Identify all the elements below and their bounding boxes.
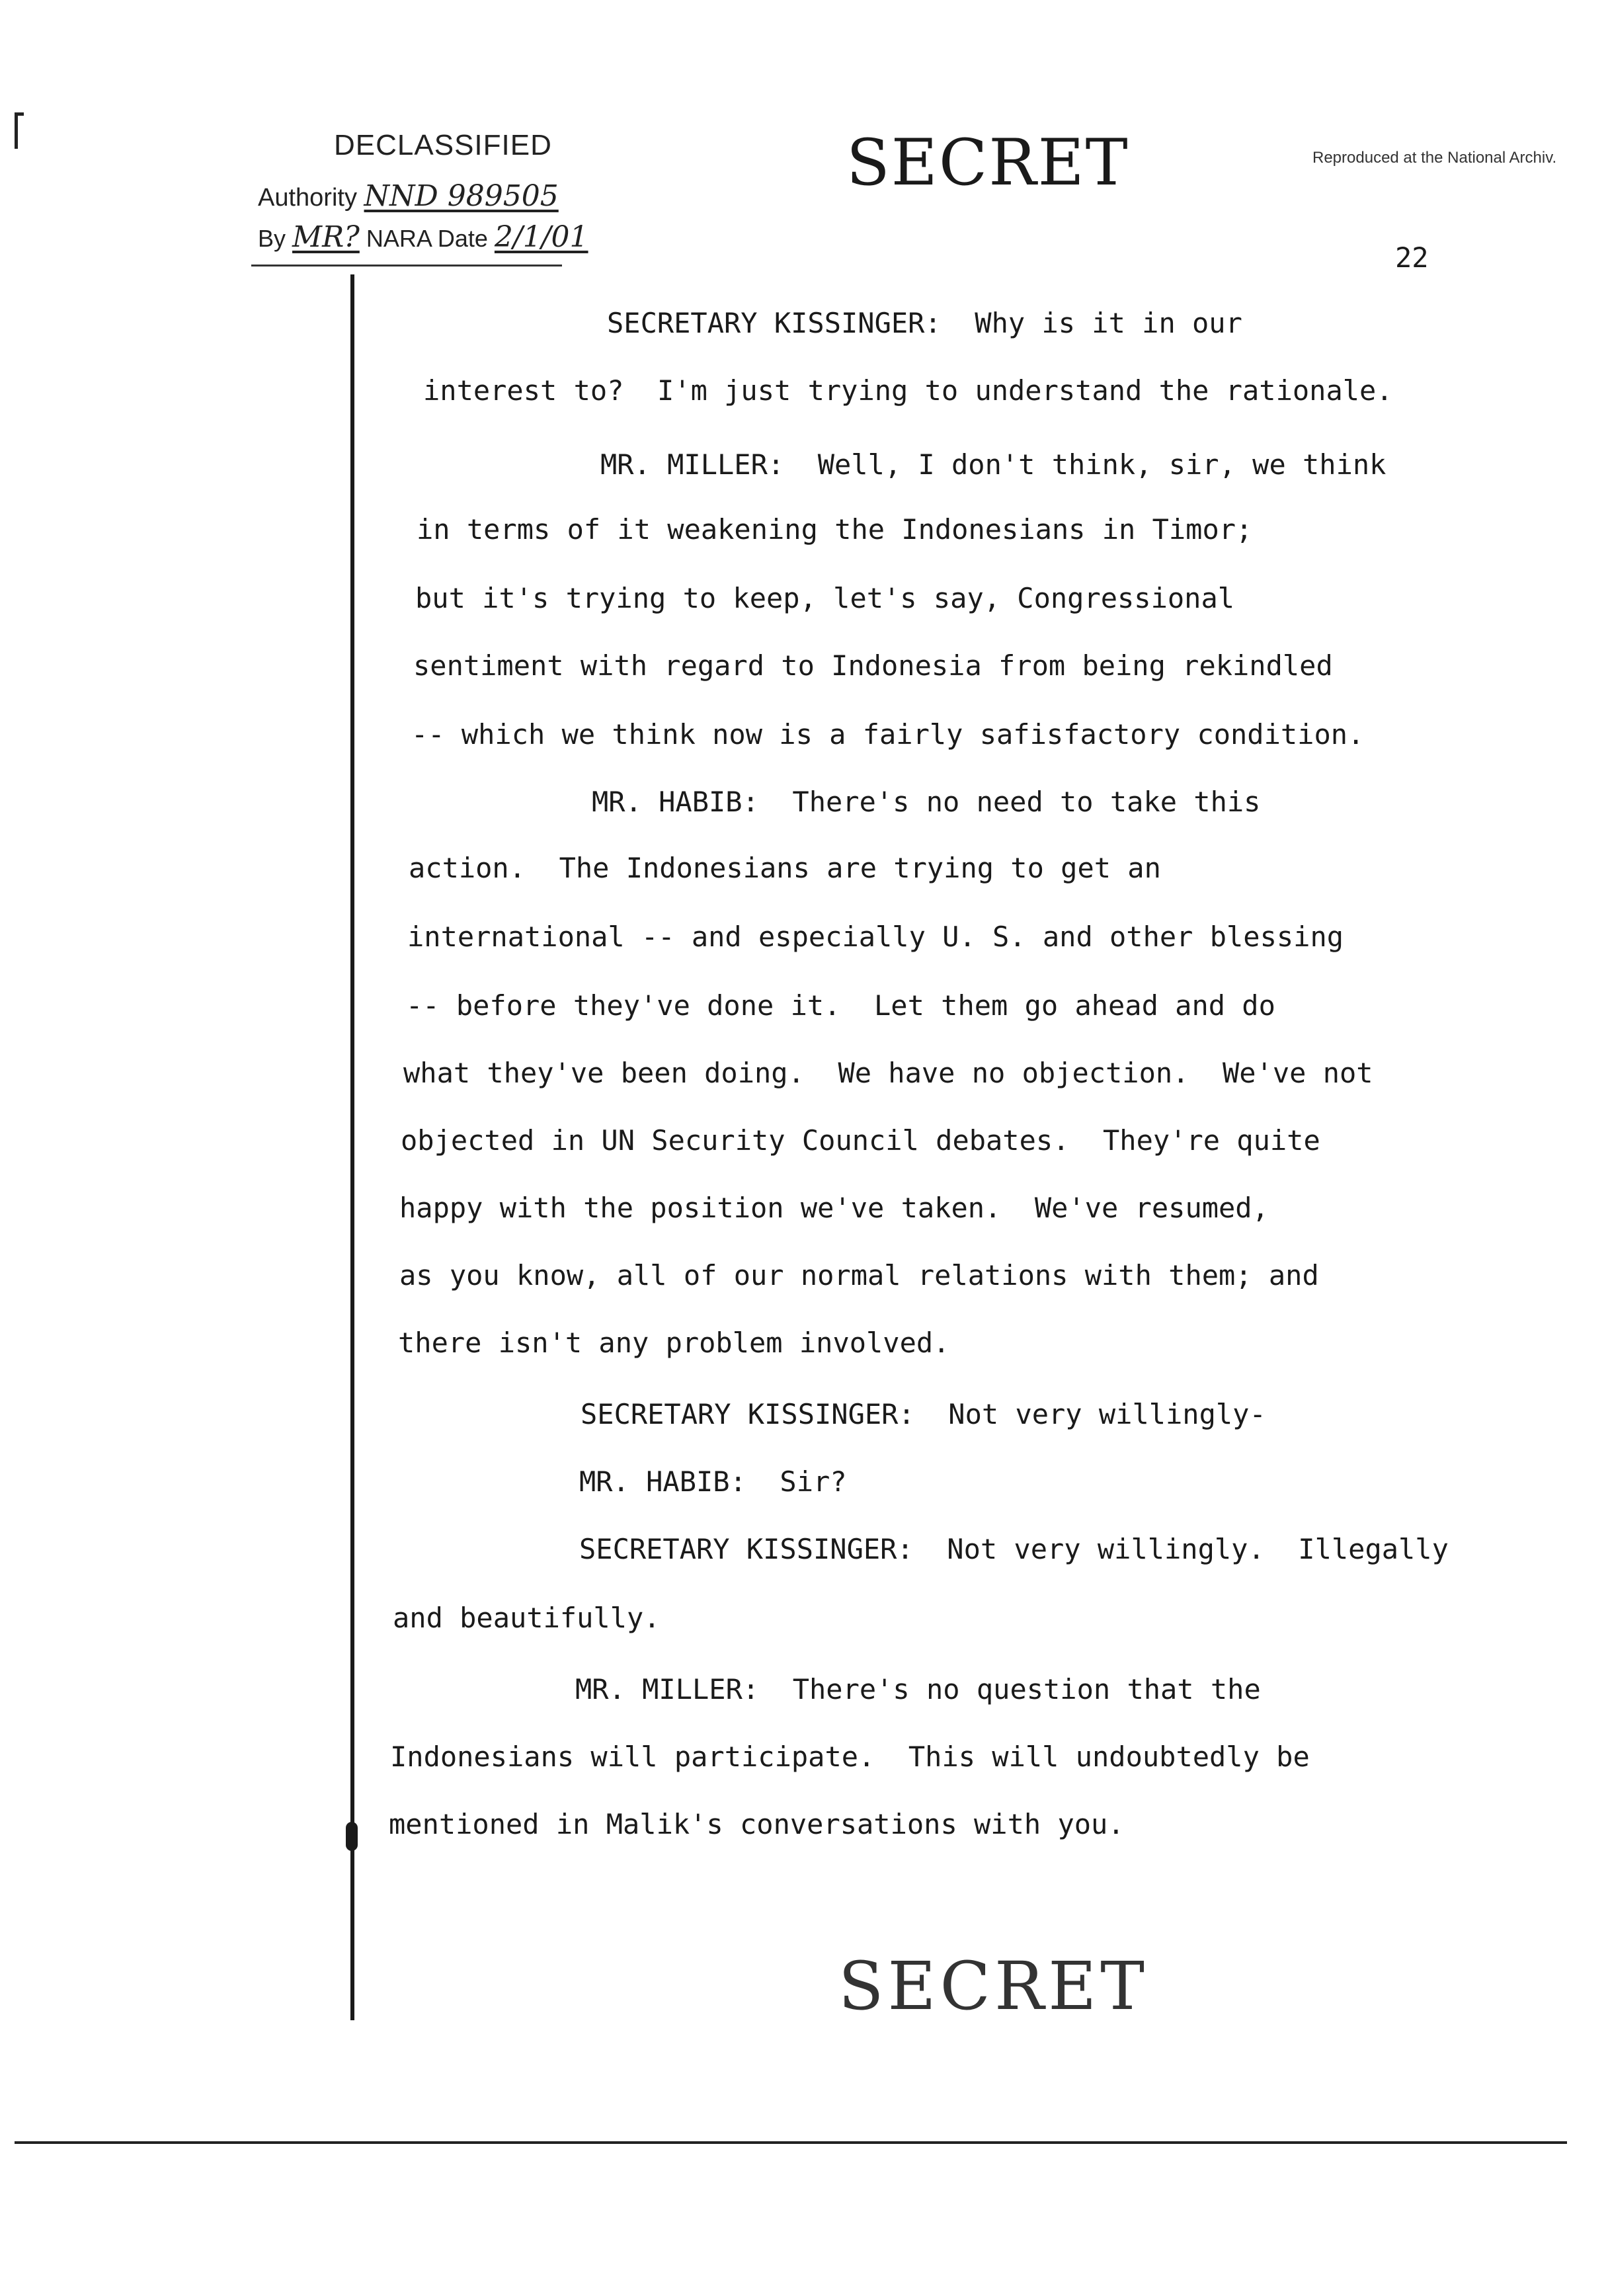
classification-header: SECRET xyxy=(846,126,1129,200)
page-number: 22 xyxy=(1395,241,1429,274)
transcript-line: mentioned in Malik's conversations with you. xyxy=(389,1808,1125,1840)
classification-footer: SECRET xyxy=(838,1948,1149,2025)
transcript-line: in terms of it weakening the Indonesians in Timor; xyxy=(417,513,1253,546)
transcript-line: happy with the position we've taken. We've resumed, xyxy=(399,1192,1269,1224)
authority-label: Authority xyxy=(258,184,357,212)
nara-date-value: 2/1/01 xyxy=(494,220,588,254)
transcript-line: MR. MILLER: There's no question that the xyxy=(575,1673,1261,1705)
transcript-line: MR. HABIB: Sir? xyxy=(579,1465,847,1498)
transcript-line: interest to? I'm just trying to understand the rationale. xyxy=(423,374,1393,407)
transcript-line: SECRETARY KISSINGER: Not very willingly- xyxy=(581,1398,1266,1430)
transcript-line: but it's trying to keep, let's say, Congressional xyxy=(415,582,1235,614)
reproduced-note: Reproduced at the National Archiv. xyxy=(1312,149,1557,167)
transcript-line: -- which we think now is a fairly safisfactory condition. xyxy=(411,718,1365,751)
transcript-line: -- before they've done it. Let them go ahead and do xyxy=(406,989,1275,1022)
transcript-line: objected in UN Security Council debates. They're quite xyxy=(401,1124,1320,1157)
authority-value: NND 989505 xyxy=(364,179,559,213)
transcript-line: there isn't any problem involved. xyxy=(398,1327,950,1359)
transcript-line: action. The Indonesians are trying to get an xyxy=(409,852,1161,884)
transcript-line: sentiment with regard to Indonesia from being rekindled xyxy=(413,649,1333,682)
nara-date-label: NARA Date xyxy=(366,225,488,252)
page-bottom-rule xyxy=(15,2141,1567,2144)
transcript-line: Indonesians will participate. This will undoubtedly be xyxy=(390,1741,1310,1773)
transcript-line: SECRETARY KISSINGER: Not very willingly. Illegally xyxy=(579,1533,1449,1565)
transcript-line: as you know, all of our normal relations with them; and xyxy=(399,1259,1319,1292)
by-label: By xyxy=(258,225,286,252)
transcript-line: and beautifully. xyxy=(393,1602,661,1634)
transcript-line: MR. HABIB: There's no need to take this xyxy=(592,786,1261,818)
transcript-line: international -- and especially U. S. and other blessing xyxy=(407,921,1344,953)
declassified-label: DECLASSIFIED xyxy=(334,129,552,161)
transcript-line: MR. MILLER: Well, I don't think, sir, we think xyxy=(600,448,1387,481)
transcript-line: what they've been doing. We have no objection. We've not xyxy=(403,1057,1373,1089)
by-value: MR? xyxy=(292,220,360,254)
transcript-line: SECRETARY KISSINGER: Why is it in our xyxy=(607,307,1242,339)
